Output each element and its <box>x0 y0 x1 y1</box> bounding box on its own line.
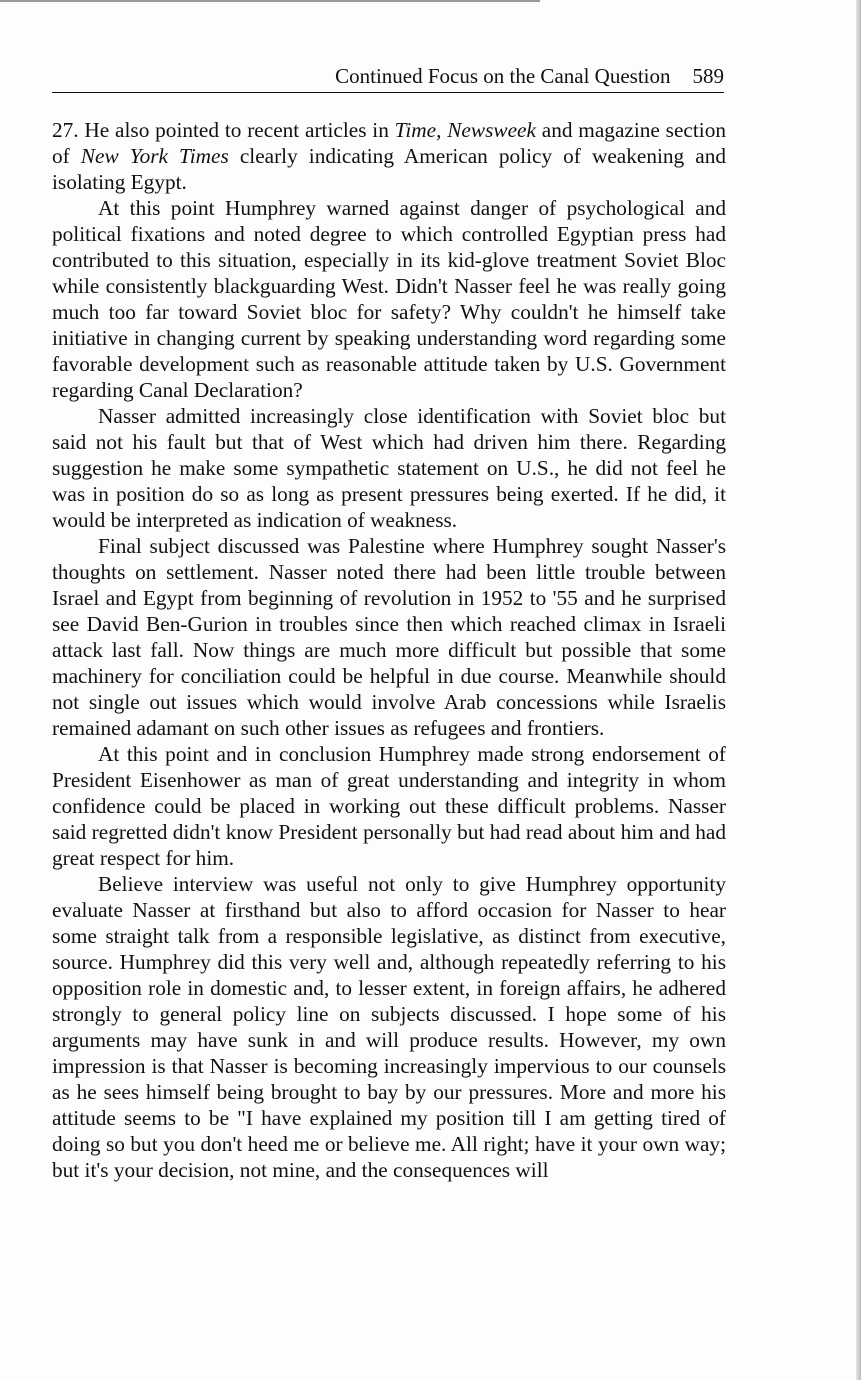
paragraph-6: Believe interview was useful not only to give Humphrey opportunity evaluate Nasser at firsthand but also to afford occasion for Nasser to hear some straight talk from a responsible legislative, as distinct from executive, source. Humphrey did this very well and, although repeatedly referring to his opposition role in domestic and, to lesser extent, in foreign affairs, he adhered strongly to general policy line on subjects discussed. I hope some of his arguments may have sunk in and will produce results. However, my own impression is that Nasser is becoming increasingly impervious to our counsels as he sees himself being brought to bay by our pressures. More and more his attitude seems to be "I have explained my position till I am getting tired of doing so but you don't heed me or believe me. All right; have it your own way; but it's your decision, not mine, and the consequences will <box>52 872 726 1182</box>
scan-right-edge <box>856 0 861 1380</box>
paragraph-1 <box>52 117 726 195</box>
paragraph-5: At this point and in conclusion Humphrey made strong endorsement of President Eisenhower as man of great understanding and integrity in whom confidence could be placed in working out these difficult problems. Nasser said regretted didn't know President personally but had read about him and had great respect for him. <box>52 742 726 870</box>
paragraph-1-text-c: and magazine section of <box>52 118 726 168</box>
publication-title-nyt: New York Times <box>80 144 229 168</box>
paragraph-3: Nasser admitted increasingly close identification with Soviet bloc but said not his fault but that of West which had driven him there. Regarding suggestion he make some sympathetic statement on U.S., he did not feel he was in position do so as long as present pressures being exerted. If he did, it would be interpreted as indication of weakness. <box>52 404 726 532</box>
running-header <box>52 62 724 93</box>
page-number: 589 <box>692 64 724 88</box>
running-header-title: Continued Focus on the Canal Question <box>335 64 671 88</box>
paragraph-4: Final subject discussed was Palestine where Humphrey sought Nasser's thoughts on settlement. Nasser noted there had been little trouble between Israel and Egypt from beginning of revolution in 1952 to '55 and he surprised see David Ben-Gurion in troubles since then which reached climax in Israeli attack last fall. Now things are much more difficult but possible that some machinery for conciliation could be helpful in due course. Meanwhile should not single out issues which would involve Arab concessions while Israelis remained adamant on such other issues as refugees and frontiers. <box>52 534 726 740</box>
body-text <box>52 117 726 1183</box>
publication-title-time-newsweek: Time, Newsweek <box>394 118 536 142</box>
paragraph-1-text-a: 27. He also pointed to recent articles in <box>52 118 395 142</box>
paragraph-2: At this point Humphrey warned against danger of psychological and political fixations and noted degree to which controlled Egyptian press had contributed to this situation, especially in its kid-glove treatment Soviet Bloc while consistently blackguarding West. Didn't Nasser feel he was really going much too far toward Soviet bloc for safety? Why couldn't he himself take initiative in changing current by speaking understanding word regarding some favorable development such as reasonable attitude taken by U.S. Government regarding Canal Declaration? <box>52 196 726 402</box>
scan-top-rule <box>0 0 540 2</box>
paragraph-1-text-e: clearly indicating American policy of weakening and isolating Egypt. <box>52 144 726 194</box>
